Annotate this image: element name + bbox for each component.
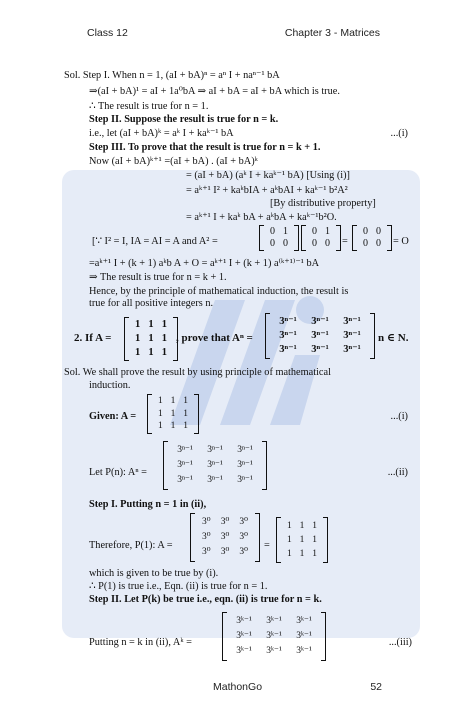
- sol1-line7: Now (aI + bA)ᵏ⁺¹ =(aI + bA) . (aI + bA)ᵏ: [89, 156, 258, 167]
- pn-label: Let P(n): Aⁿ =: [89, 467, 147, 478]
- question-2-label: 2. If A =: [74, 332, 112, 344]
- matrix-cell: 1: [183, 408, 189, 419]
- matrix-cell: 0: [270, 226, 275, 237]
- matrix-cell: 3⁰: [202, 532, 211, 542]
- matrix-cell: 1: [135, 333, 141, 344]
- matrix-cell: 1: [286, 549, 292, 559]
- matrix-cell: 1: [148, 347, 154, 358]
- matrix-cell: 1: [170, 396, 176, 406]
- matrix-cell: 3⁰: [220, 547, 230, 557]
- matrix-cell: 1: [170, 408, 176, 419]
- matrix-power-q: [265, 313, 375, 359]
- sol2-step2: Step II. Let P(k) be true i.e., eqn. (ii) is true for n = k.: [89, 594, 322, 605]
- matrix-cell: 3ⁿ⁻¹: [237, 475, 253, 485]
- matrix-cell: 1: [157, 421, 163, 431]
- equals-sign-p1: =: [264, 540, 270, 551]
- matrix-ones-p1-grid: [277, 517, 327, 563]
- matrix-cell: 1: [170, 421, 176, 431]
- matrix-cell: 3ᵏ⁻¹: [236, 631, 252, 641]
- matrix-cell: 1: [312, 521, 318, 531]
- sol2-given-true: which is given to be true by (i).: [89, 568, 219, 579]
- matrix-cell: 0: [312, 226, 317, 237]
- matrix-cell: 1: [325, 226, 330, 237]
- matrix-cell: 1: [312, 535, 318, 545]
- matrix-cell: 1: [135, 319, 141, 330]
- page-number: 52: [370, 681, 382, 693]
- sol1-line3: ∴ The result is true for n = 1.: [89, 101, 209, 112]
- matrix-cell: 0: [312, 238, 317, 249]
- sol1-line16: true for all positive integers n.: [89, 298, 214, 309]
- ref-ii: ...(ii): [387, 467, 408, 478]
- matrix-cell: 3ⁿ⁻¹: [237, 460, 253, 470]
- matrix-cell: 3ⁿ⁻¹: [343, 344, 361, 355]
- header-chapter: Chapter 3 - Matrices: [284, 27, 380, 39]
- matrix-cell: 3⁰: [239, 532, 248, 542]
- matrix-cell: 3ⁿ⁻¹: [237, 445, 253, 455]
- matrix-cell: 3ᵏ⁻¹: [236, 646, 252, 656]
- matrix-cell: 1: [312, 549, 318, 559]
- matrix-cell: 3ⁿ⁻¹: [207, 475, 223, 485]
- matrix-cell: 1: [161, 347, 167, 358]
- matrix-cell: 3ⁿ⁻¹: [177, 460, 193, 470]
- matrix-cell: 0: [283, 238, 288, 249]
- matrix-cell: 1: [157, 396, 163, 406]
- sol1-line5: i.e., let (aI + bA)ᵏ = aᵏ I + kaᵏ⁻¹ bA: [89, 128, 234, 139]
- matrix-cell: 1: [161, 319, 167, 330]
- header-class: Class 12: [87, 27, 128, 39]
- ref-i: ...(i): [390, 128, 408, 139]
- matrix-zero-grid: [353, 225, 391, 251]
- matrix-pk-grid: [223, 612, 325, 661]
- matrix-cell: 3ⁿ⁻¹: [177, 445, 193, 455]
- sol1-line9: = aᵏ⁺¹ I² + kaᵏbIA + aᵏbAI + kaᵏ⁻¹ b²A²: [186, 185, 348, 196]
- matrix-a-1: [259, 225, 299, 251]
- sol2-p1-true: ∴ P(1) is true i.e., Eqn. (ii) is true for n = 1.: [89, 581, 268, 592]
- matrix-cell: 0: [363, 238, 368, 249]
- matrix-cell: 1: [286, 535, 292, 545]
- matrix-cell: 1: [135, 347, 141, 358]
- sol1-step2: Step II. Suppose the result is true for n = k.: [89, 114, 279, 125]
- matrix-cell: 3⁰: [220, 532, 230, 542]
- matrix-cell: 3⁰: [202, 547, 211, 557]
- matrix-cell: 3ᵏ⁻¹: [296, 616, 312, 626]
- matrix-cell: 1: [299, 535, 305, 545]
- sol1-line2: ⇒(aI + bA)¹ = aI + 1a⁰bA ⇒ aI + bA = aI + bA which is true.: [89, 86, 340, 97]
- matrix-cell: 1: [148, 333, 154, 344]
- matrix-cell: 1: [148, 319, 154, 330]
- matrix-p0: [190, 513, 260, 562]
- matrix-cell: 3ⁿ⁻¹: [311, 330, 329, 341]
- matrix-given-grid: [148, 394, 198, 434]
- matrix-cell: 3ⁿ⁻¹: [177, 475, 193, 485]
- matrix-cell: 1: [161, 333, 167, 344]
- matrix-cell: 3⁰: [239, 517, 248, 527]
- matrix-a-2: [301, 225, 341, 251]
- sol2-line2: induction.: [89, 380, 131, 391]
- footer-brand: MathonGo: [213, 681, 263, 693]
- matrix-pn: [163, 441, 267, 490]
- matrix-cell: 3ⁿ⁻¹: [343, 330, 361, 341]
- matrix-cell: 3⁰: [239, 547, 248, 557]
- matrix-ones-p1: [276, 517, 328, 563]
- pk-label: Putting n = k in (ii), Aᵏ =: [89, 637, 192, 648]
- sol1-line8: = (aI + bA) (aᵏ I + kaᵏ⁻¹ bA) [Using (i)]: [186, 170, 350, 181]
- matrix-cell: 3ᵏ⁻¹: [266, 631, 282, 641]
- matrix-given: [147, 394, 199, 434]
- matrix-cell: 3ᵏ⁻¹: [236, 616, 252, 626]
- matrix-cell: 0: [376, 238, 381, 249]
- matrix-cell: 3ⁿ⁻¹: [279, 316, 297, 327]
- sol2-line1: Sol. We shall prove the result by using principle of mathematical: [64, 367, 331, 378]
- equals-sign: =: [342, 236, 348, 247]
- question-2-prove: , prove that Aⁿ =: [176, 332, 253, 344]
- matrix-cell: 1: [299, 521, 305, 531]
- sol1-line11: = aᵏ⁺¹ I + kaᵏ bA + aᵏbA + kaᵏ⁻¹b²O.: [186, 212, 337, 223]
- matrix-a-2-grid: [302, 225, 340, 251]
- matrix-cell: 1: [183, 396, 189, 406]
- sol1-line15: Hence, by the principle of mathematical induction, the result is: [89, 286, 349, 297]
- matrix-power-q-grid: [266, 313, 374, 359]
- matrix-cell: 3ⁿ⁻¹: [279, 344, 297, 355]
- matrix-cell: 1: [283, 226, 288, 237]
- matrix-cell: 3ᵏ⁻¹: [266, 646, 282, 656]
- matrix-cell: 3ᵏ⁻¹: [296, 646, 312, 656]
- sol1-line13: =aᵏ⁺¹ I + (k + 1) aᵏb A + O = aᵏ⁺¹ I + (k + 1) a⁽ᵏ⁺¹⁾⁻¹ bA: [89, 258, 320, 269]
- matrix-cell: 3⁰: [220, 517, 230, 527]
- equals-o: = O: [393, 236, 409, 247]
- matrix-cell: 0: [363, 226, 368, 237]
- matrix-cell: 3⁰: [202, 517, 211, 527]
- matrix-cell: 3ⁿ⁻¹: [279, 330, 297, 341]
- matrix-cell: 3ⁿ⁻¹: [311, 344, 329, 355]
- matrix-cell: 3ⁿ⁻¹: [207, 460, 223, 470]
- sol1-step3: Step III. To prove that the result is true for n = k + 1.: [89, 142, 321, 153]
- sol1-line14: ⇒ The result is true for n = k + 1.: [89, 272, 227, 283]
- matrix-pk: [222, 612, 326, 661]
- matrix-cell: 0: [325, 238, 330, 249]
- matrix-cell: 1: [286, 521, 292, 531]
- p1-label: Therefore, P(1): A =: [89, 540, 173, 551]
- sol2-step1: Step I. Putting n = 1 in (ii),: [89, 499, 207, 510]
- ref-given-i: ...(i): [390, 411, 408, 422]
- sol1-line10: [By distributive property]: [270, 198, 376, 209]
- matrix-a-1-grid: [260, 225, 298, 251]
- matrix-ones-q: [124, 317, 178, 361]
- matrix-cell: 3ᵏ⁻¹: [266, 616, 282, 626]
- ref-iii: ...(iii): [388, 637, 412, 648]
- question-2-domain: n ∈ N.: [378, 332, 409, 344]
- since-clause: [∵ I² = I, IA = AI = A and A² =: [92, 236, 218, 247]
- matrix-cell: 3ⁿ⁻¹: [311, 316, 329, 327]
- matrix-cell: 0: [270, 238, 275, 249]
- given-label: Given: A =: [89, 411, 137, 422]
- matrix-zero: [352, 225, 392, 251]
- matrix-pn-grid: [164, 441, 266, 490]
- matrix-cell: 3ⁿ⁻¹: [343, 316, 361, 327]
- matrix-cell: 1: [183, 421, 189, 431]
- matrix-cell: 3ⁿ⁻¹: [207, 445, 223, 455]
- matrix-cell: 3ᵏ⁻¹: [296, 631, 312, 641]
- matrix-ones-q-grid: [125, 317, 177, 361]
- matrix-cell: 0: [376, 226, 381, 237]
- matrix-cell: 1: [299, 549, 305, 559]
- sol1-step1: Sol. Step I. When n = 1, (aI + bA)ⁿ = aⁿ I + naⁿ⁻¹ bA: [64, 70, 280, 81]
- matrix-cell: 1: [157, 408, 163, 419]
- matrix-p0-grid: [191, 513, 259, 562]
